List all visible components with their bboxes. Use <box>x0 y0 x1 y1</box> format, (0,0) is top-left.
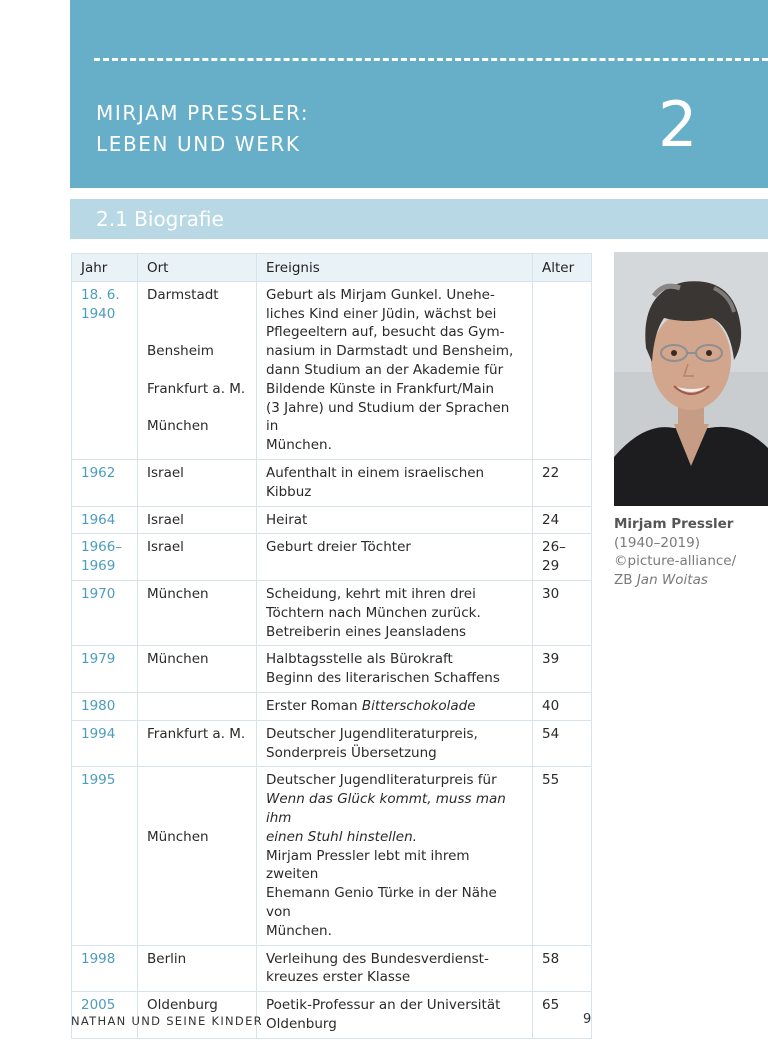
caption-credit-1: ©picture-alliance/ <box>614 553 737 570</box>
cell-place <box>138 534 257 581</box>
cell-place <box>138 459 257 506</box>
chapter-title-line2: LEBEN UND WERK <box>96 132 301 156</box>
cell-place-line: Bensheim <box>147 343 214 360</box>
cell-age: 55 <box>533 767 592 945</box>
cell-place <box>138 945 257 992</box>
cell-place <box>138 692 257 720</box>
cell-event-line: Erster Roman Bitterschokolade <box>266 697 476 714</box>
cell-event <box>257 281 533 459</box>
cell-year-line: 18. 6. <box>81 286 120 303</box>
cell-event-line: Oldenburg <box>266 1015 337 1032</box>
cell-place-line <box>147 790 247 809</box>
cell-place-line: Frankfurt a. M. <box>147 380 246 397</box>
cell-event-line: München. <box>266 922 332 939</box>
cell-age: 26–29 <box>533 534 592 581</box>
cell-event-line: Poetik-Professur an der Universität <box>266 997 501 1014</box>
cell-event-line: liches Kind einer Jüdin, wächst bei <box>266 305 497 322</box>
table-row <box>72 534 592 581</box>
table-row <box>72 692 592 720</box>
caption-name: Mirjam Pressler <box>614 516 734 532</box>
cell-event-line: Beginn des literarischen Schaffens <box>266 670 500 687</box>
cell-year <box>72 459 138 506</box>
table-row <box>72 945 592 992</box>
cell-place-line: Frankfurt a. M. <box>147 725 246 742</box>
cell-place-line: Israel <box>147 511 184 528</box>
cell-event-line: nasium in Darmstadt und Bensheim, <box>266 343 514 360</box>
cell-age: 54 <box>533 720 592 767</box>
cell-year-line: 1962 <box>81 464 116 481</box>
cell-age: 65 <box>533 992 592 1039</box>
cell-event-line: Pflegeeltern auf, besucht das Gym- <box>266 324 505 341</box>
cell-year-line: 2005 <box>81 997 116 1014</box>
cell-event-line: (3 Jahre) und Studium der Sprachen in <box>266 399 510 435</box>
cell-age: 39 <box>533 646 592 693</box>
photo-caption <box>614 515 768 590</box>
cell-age: 24 <box>533 506 592 534</box>
caption-credit-2: ZB Jan Woitas <box>614 572 708 589</box>
cell-place-line <box>147 323 247 342</box>
cell-event-line: dann Studium an der Akademie für <box>266 361 504 378</box>
cell-event-line: Bildende Künste in Frankfurt/Main <box>266 380 495 397</box>
cell-year-line: 1969 <box>81 558 116 575</box>
header-age: Alter <box>533 254 592 282</box>
cell-place-line: Berlin <box>147 950 187 967</box>
cell-place-line: Oldenburg <box>147 997 218 1014</box>
cell-age <box>533 281 592 459</box>
cell-year <box>72 720 138 767</box>
dashed-divider <box>94 58 768 61</box>
chapter-number: 2 <box>658 88 698 161</box>
cell-event-line: Geburt dreier Töchter <box>266 539 411 556</box>
cell-place-line <box>147 305 247 324</box>
cell-place <box>138 646 257 693</box>
section-bar <box>70 199 768 239</box>
cell-year-line: 1970 <box>81 585 116 602</box>
cell-year-line: 1998 <box>81 950 116 967</box>
cell-event <box>257 459 533 506</box>
cell-place-line: München <box>147 651 209 668</box>
cell-place-line: Darmstadt <box>147 286 219 303</box>
cell-place-line <box>147 361 247 380</box>
cell-year-line: 1964 <box>81 511 116 528</box>
table-row <box>72 580 592 645</box>
chapter-title-line1: MIRJAM PRESSLER: <box>96 101 310 125</box>
cell-event-line: kreuzes erster Klasse <box>266 969 411 986</box>
caption-dates: (1940–2019) <box>614 534 700 551</box>
cell-event-line: Halbtagsstelle als Bürokraft <box>266 651 453 668</box>
cell-year-line: 1980 <box>81 697 116 714</box>
cell-place-line: Israel <box>147 539 184 556</box>
cell-event <box>257 945 533 992</box>
cell-event <box>257 534 533 581</box>
cell-year <box>72 945 138 992</box>
cell-event <box>257 506 533 534</box>
table-row <box>72 720 592 767</box>
cell-event-line: Töchtern nach München zurück. <box>266 604 481 621</box>
cell-year-line: 1940 <box>81 305 116 322</box>
cell-age: 40 <box>533 692 592 720</box>
chapter-title <box>96 98 309 160</box>
cell-event-line: München. <box>266 437 332 454</box>
cell-year <box>72 534 138 581</box>
biography-table <box>71 253 592 1039</box>
cell-year <box>72 692 138 720</box>
cell-age: 58 <box>533 945 592 992</box>
table-row <box>72 767 592 945</box>
cell-place-line <box>147 697 247 716</box>
cell-year-line: 1995 <box>81 772 116 789</box>
table-row <box>72 281 592 459</box>
cell-event-line: Wenn das Glück kommt, muss man ihm <box>266 791 506 826</box>
cell-event <box>257 767 533 945</box>
cell-event-line: Mirjam Pressler lebt mit ihrem zweiten <box>266 847 470 883</box>
cell-year <box>72 646 138 693</box>
cell-place-line <box>147 399 247 418</box>
table-row <box>72 646 592 693</box>
table-row <box>72 459 592 506</box>
cell-event-line: Deutscher Jugendliteraturpreis, <box>266 725 478 742</box>
cell-event <box>257 692 533 720</box>
cell-place-line: München <box>147 585 209 602</box>
header-year: Jahr <box>72 254 138 282</box>
cell-event-line: Betreiberin eines Jeansladens <box>266 623 467 640</box>
cell-event-line: Kibbuz <box>266 483 312 500</box>
portrait-illustration <box>614 252 768 506</box>
cell-place-line: München <box>147 828 209 845</box>
cell-age: 30 <box>533 580 592 645</box>
cell-event-line: Aufenthalt in einem israelischen <box>266 464 485 481</box>
page-number: 9 <box>583 1012 592 1027</box>
cell-event-line: Geburt als Mirjam Gunkel. Unehe- <box>266 286 495 303</box>
footer-book-title: NATHAN UND SEINE KINDER <box>71 1014 263 1028</box>
cell-year <box>72 281 138 459</box>
cell-event <box>257 992 533 1039</box>
section-title: 2.1 Biografie <box>96 207 224 231</box>
cell-age: 22 <box>533 459 592 506</box>
cell-place <box>138 506 257 534</box>
cell-event-line: Ehemann Genio Türke in der Nähe von <box>266 885 497 920</box>
cell-place-line <box>147 809 247 828</box>
cell-year-line: 1966– <box>81 539 123 556</box>
cell-year-line: 1979 <box>81 651 116 668</box>
portrait-photo <box>614 252 768 506</box>
cell-event-line: einen Stuhl hinstellen. <box>266 828 417 845</box>
cell-year <box>72 767 138 945</box>
table-header-row <box>72 254 592 282</box>
chapter-header <box>70 0 768 188</box>
cell-place-line: München <box>147 418 209 435</box>
header-event: Ereignis <box>257 254 533 282</box>
cell-year <box>72 580 138 645</box>
cell-place <box>138 580 257 645</box>
cell-event <box>257 720 533 767</box>
cell-event-line: Scheidung, kehrt mit ihren drei <box>266 585 476 602</box>
cell-place <box>138 767 257 945</box>
cell-year <box>72 506 138 534</box>
cell-place <box>138 720 257 767</box>
cell-place-line <box>147 771 247 790</box>
header-place: Ort <box>138 254 257 282</box>
cell-event <box>257 580 533 645</box>
cell-place-line: Israel <box>147 464 184 481</box>
cell-place <box>138 281 257 459</box>
cell-event-line: Heirat <box>266 511 308 528</box>
cell-year-line: 1994 <box>81 725 116 742</box>
cell-event-line: Verleihung des Bundesverdienst- <box>266 950 489 967</box>
cell-event-line: Deutscher Jugendliteraturpreis für <box>266 772 497 789</box>
cell-event <box>257 646 533 693</box>
table-row <box>72 506 592 534</box>
cell-event-line: Sonderpreis Übersetzung <box>266 744 437 761</box>
